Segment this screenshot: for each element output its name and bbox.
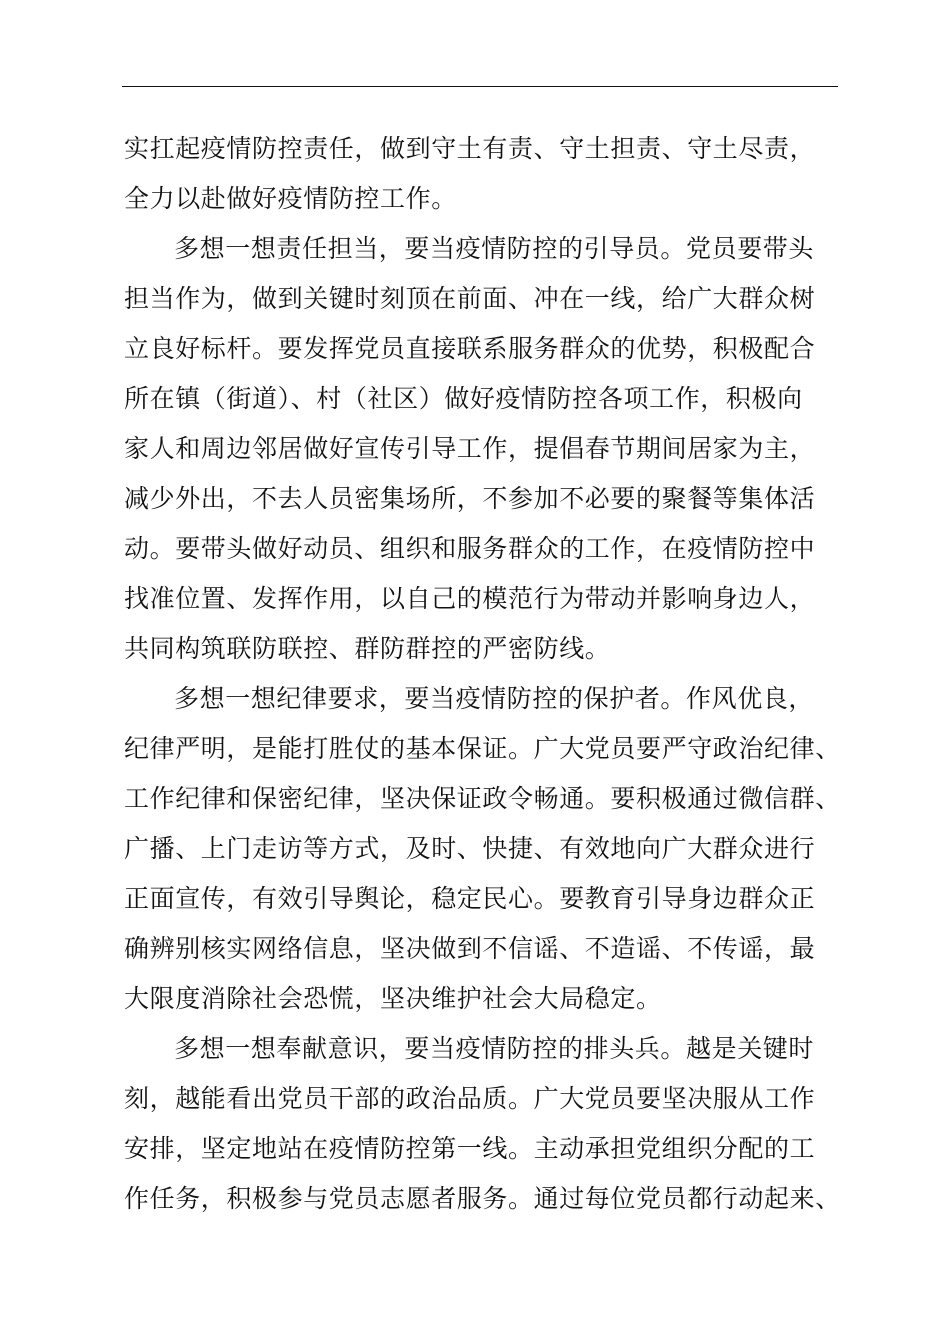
text-line: 纪律严明，是能打胜仗的基本保证。广大党员要严守政治纪律、 — [124, 734, 841, 763]
paragraph-start-line: 多想一想奉献意识，要当疫情防控的排头兵。越是关键时 — [174, 1034, 815, 1063]
header-rule — [122, 86, 838, 87]
text-line: 担当作为，做到关键时刻顶在前面、冲在一线，给广大群众树 — [124, 284, 816, 313]
text-line: 刻，越能看出党员干部的政治品质。广大党员要坚决服从工作 — [124, 1084, 816, 1113]
text-line: 大限度消除社会恐慌，坚决维护社会大局稳定。 — [124, 984, 662, 1013]
text-line: 作任务，积极参与党员志愿者服务。通过每位党员都行动起来、 — [124, 1184, 841, 1213]
paragraph-start-line: 多想一想责任担当，要当疫情防控的引导员。党员要带头 — [174, 234, 815, 263]
text-line: 正面宣传，有效引导舆论，稳定民心。要教育引导身边群众正 — [124, 884, 816, 913]
text-line: 动。要带头做好动员、组织和服务群众的工作，在疫情防控中 — [124, 534, 816, 563]
text-line: 全力以赴做好疫情防控工作。 — [124, 184, 457, 213]
text-line: 工作纪律和保密纪律，坚决保证政令畅通。要积极通过微信群、 — [124, 784, 841, 813]
text-line: 减少外出，不去人员密集场所，不参加不必要的聚餐等集体活 — [124, 484, 816, 513]
text-line: 找准位置、发挥作用，以自己的模范行为带动并影响身边人， — [124, 584, 816, 613]
text-line: 共同构筑联防联控、群防群控的严密防线。 — [124, 634, 611, 663]
text-line: 确辨别核实网络信息，坚决做到不信谣、不造谣、不传谣，最 — [124, 934, 816, 963]
text-line: 所在镇（街道）、村（社区）做好疫情防控各项工作，积极向 — [124, 384, 803, 413]
text-line: 立良好标杆。要发挥党员直接联系服务群众的优势，积极配合 — [124, 334, 816, 363]
body-text — [124, 124, 864, 1224]
text-line: 实扛起疫情防控责任，做到守土有责、守土担责、守土尽责， — [124, 134, 816, 163]
paragraph-start-line: 多想一想纪律要求，要当疫情防控的保护者。作风优良， — [174, 684, 815, 713]
text-line: 家人和周边邻居做好宣传引导工作，提倡春节期间居家为主， — [124, 434, 816, 463]
text-line: 广播、上门走访等方式，及时、快捷、有效地向广大群众进行 — [124, 834, 816, 863]
text-line: 安排，坚定地站在疫情防控第一线。主动承担党组织分配的工 — [124, 1134, 816, 1163]
